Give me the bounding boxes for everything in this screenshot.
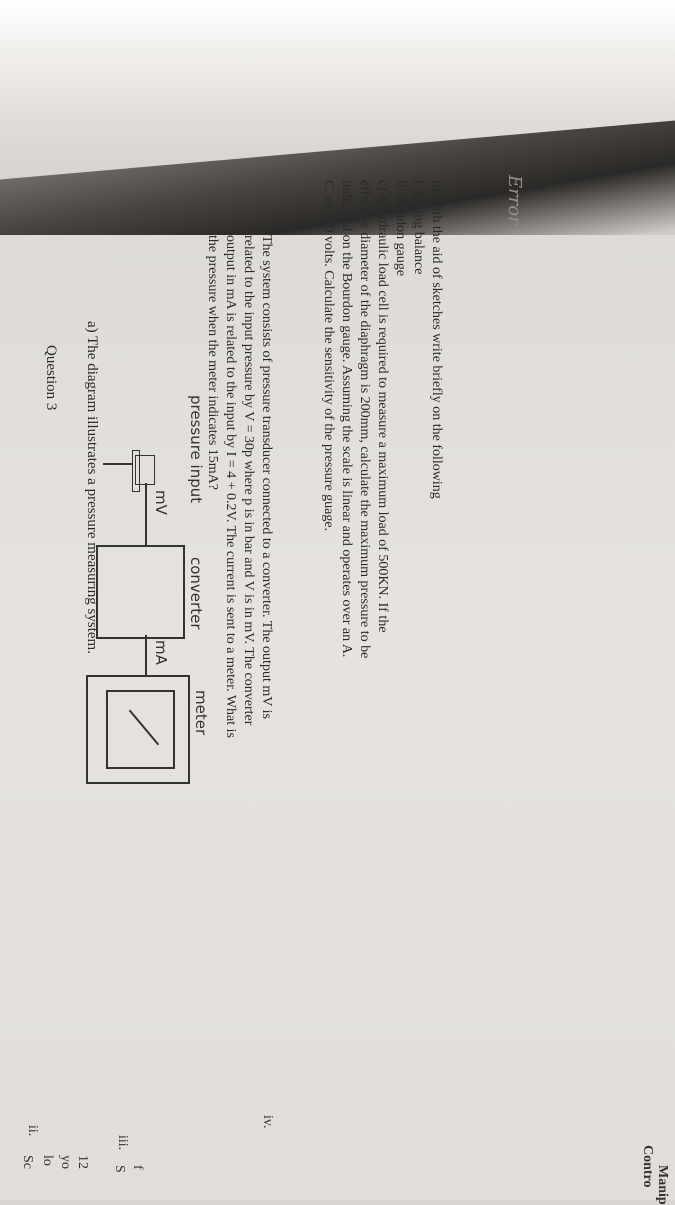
part-c-line: c) A hydraulic load cell is required to measure a maximum load of 500KN. If the — [375, 180, 390, 633]
handwritten-note: Error — [504, 175, 525, 225]
part-c-line: C. of 270 volts. Calculate the sensitivity of the pressure guage. — [321, 180, 336, 532]
transducer-stem — [103, 463, 133, 465]
ma-label: mA — [152, 640, 170, 665]
mv-label: mV — [152, 490, 170, 515]
converter-label: converter — [187, 557, 205, 630]
fragment-yo: yo — [58, 1155, 73, 1169]
para-line: The system consists of pressure transducer connected to a converter. The output mV is — [259, 235, 274, 719]
fragment-s: S — [112, 1165, 127, 1173]
para-line: related to the input pressure by V = 30p where p is in bar and V is in mV. The converter — [241, 235, 256, 726]
pressure-input-label: pressure input — [187, 395, 205, 504]
part-b-line: ii. Boudon gauge — [393, 180, 408, 277]
question-title: Question 3 — [43, 345, 59, 411]
fragment-lo: lo — [40, 1155, 55, 1166]
wire-ma — [145, 635, 147, 675]
meter-inner — [106, 690, 175, 769]
meter-label: meter — [192, 690, 210, 736]
part-c-line: effective diameter of the diaphragm is 200mm, calculate the maximum pressure to be — [357, 180, 372, 659]
rotated-page — [20, 175, 675, 1205]
item-iv-fragment: iv. — [260, 1115, 275, 1129]
fragment-f: f — [130, 1165, 145, 1170]
para-line: the pressure when the meter indicates 15mA? — [205, 235, 220, 491]
manip-heading-fragment: Manip — [655, 1165, 670, 1205]
part-a-text: a) The diagram illustrates a pressure measuring system. — [84, 321, 100, 654]
transducer-base — [132, 450, 140, 492]
converter-box — [96, 545, 185, 639]
item-ii-fragment: ii. — [25, 1125, 40, 1137]
control-heading-fragment: Contro — [640, 1145, 655, 1188]
para-line: output in mA is related to the input by I = 4 + 0.2V. The current is sent to a meter. What is — [223, 235, 238, 738]
fragment-sc: Sc — [20, 1155, 35, 1169]
item-iii-fragment: iii. — [115, 1135, 130, 1151]
question-paragraph — [203, 235, 275, 738]
wire-mv — [145, 483, 147, 545]
part-c-line: indicated on the Bourdon gauge. Assuming the scale is linear and operates over an A. — [339, 180, 354, 658]
fragment-12: 12 — [75, 1155, 90, 1169]
part-b-block — [319, 180, 445, 658]
part-b-line: b) With the aid of sketches write briefly on the following — [429, 180, 444, 499]
part-b-line: i. Spring balance — [411, 180, 426, 275]
